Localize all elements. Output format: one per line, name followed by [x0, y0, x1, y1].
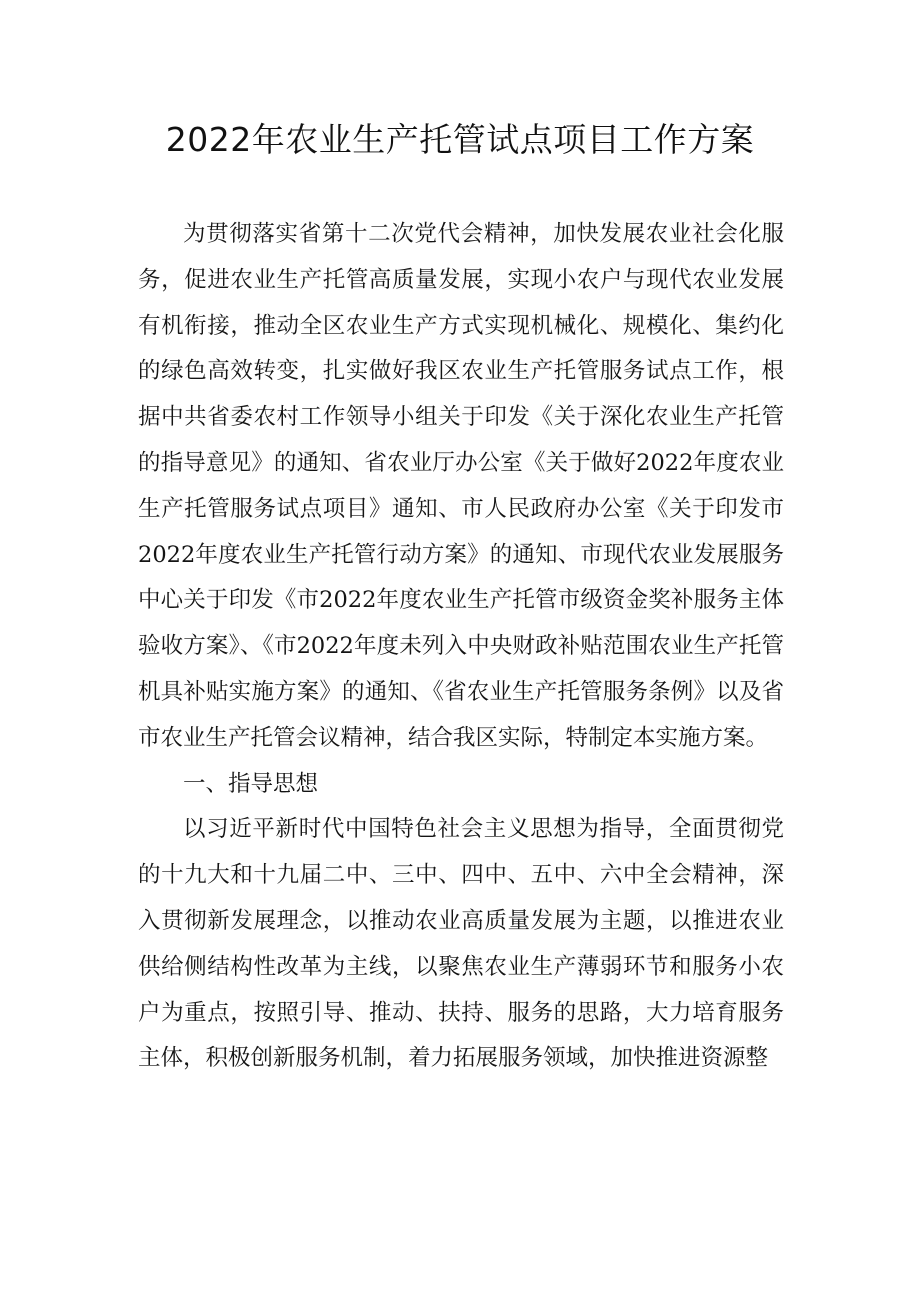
document-body	[138, 212, 784, 1082]
document-title: 2022年农业生产托管试点项目工作方案	[165, 120, 755, 159]
intro-paragraph: 为贯彻落实省第十二次党代会精神，加快发展农业社会化服务，促进农业生产托管高质量发展，实现小农户与现代农业发展有机衔接，推动全区农业生产方式实现机械化、规模化、集约化的绿色高效转变，扎实做好我区农业生产托管服务试点工作，根据中共省委农村工作领导小组关于印发《关于深化农业生产托管的指导意见》的通知、省农业厅办公室《关于做好2022年度农业生产托管服务试点项目》通知、市人民政府办公室《关于印发市2022年度农业生产托管行动方案》的通知、市现代农业发展服务中心关于印发《市2022年度农业生产托管市级资金奖补服务主体验收方案》、《市2022年度未列入中央财政补贴范围农业生产托管机具补贴实施方案》的通知、《省农业生产托管服务条例》以及省市农业生产托管会议精神，结合我区实际，特制定本实施方案。	[138, 221, 784, 751]
section-paragraph-guiding-ideology: 以习近平新时代中国特色社会主义思想为指导，全面贯彻党的十九大和十九届二中、三中、四中、五中、六中全会精神，深入贯彻新发展理念，以推动农业高质量发展为主题，以推进农业供给侧结构性改革为主线，以聚焦农业生产薄弱环节和服务小农户为重点，按照引导、推动、扶持、服务的思路，大力培育服务主体，积极创新服务机制，着力拓展服务领域，加快推进资源整	[138, 816, 784, 1072]
section-heading-guiding-ideology: 一、指导思想	[183, 770, 319, 797]
